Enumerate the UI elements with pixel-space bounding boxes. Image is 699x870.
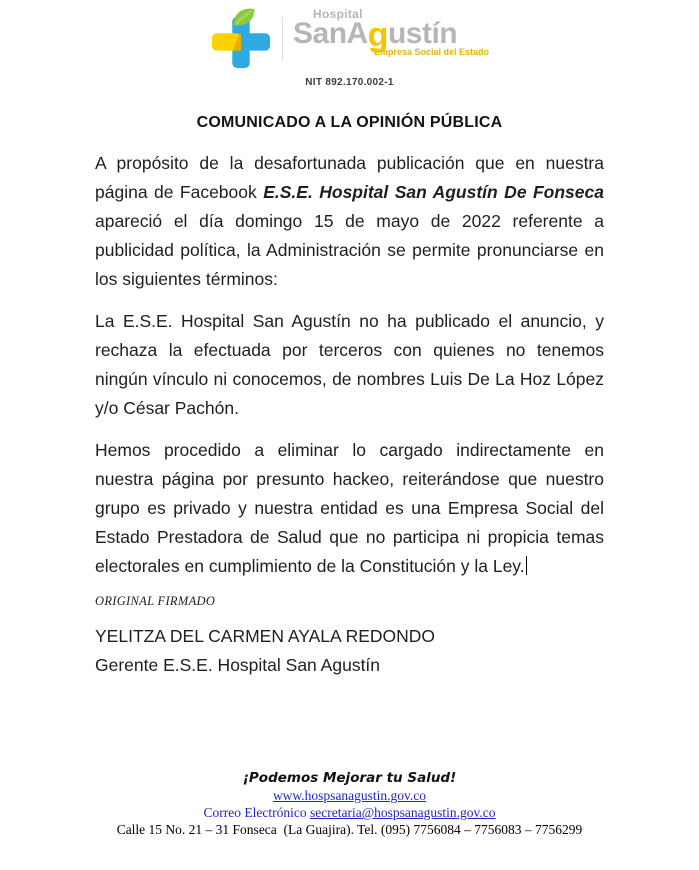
logo-text [293, 8, 489, 57]
logo-brand-g: g [367, 16, 388, 54]
document-title: COMUNICADO A LA OPINIÓN PÚBLICA [196, 114, 503, 131]
paragraph-1: A propósito de la desafortunada publicación que en nuestra página de Facebook E.S.E. Hospital San Agustín De Fonseca apareció el día domingo 15 de mayo de 2022 referente a publicidad política, la Administración se permite pronunciarse en los siguientes términos: [95, 153, 604, 289]
signer-name: YELITZA DEL CARMEN AYALA REDONDO [95, 626, 436, 646]
logo-divider [282, 17, 283, 61]
email-link[interactable]: secretaria@hospsanagustin.gov.co [309, 805, 496, 820]
logo-tagline: Empresa Social del Estado [373, 47, 489, 57]
paragraph-3: Hemos procedido a eliminar lo cargado indirectamente en nuestra página por presunto hackeo, reiterándose que nuestro grupo es privado y nuestra entidad es una Empresa Social del Estado Prestadora de Salud que no participa ni propicia temas electorales en cumplimiento de la Constitución y la Ley. [95, 440, 604, 576]
logo-brand-name: SanAgustín [293, 16, 458, 54]
logo-hospital-label: Hospital [313, 7, 363, 21]
email-label: Correo Electrónico [203, 805, 310, 820]
facebook-page-name: E.S.E. Hospital San Agustín De Fonseca [263, 182, 604, 202]
footer-website-line [0, 787, 699, 804]
document-body [0, 149, 699, 581]
footer-slogan: ¡Podemos Mejorar tu Salud! [242, 770, 457, 786]
document-header [0, 0, 699, 88]
medical-cross-icon [210, 8, 272, 70]
text-caret [526, 556, 528, 575]
original-signed-note: ORIGINAL FIRMADO [95, 594, 216, 608]
paragraph-2: La E.S.E. Hospital San Agustín no ha publicado el anuncio, y rechaza la efectuada por terceros con quienes no tenemos ningún vínculo ni conocemos, de nombres Luis De La Hoz López y/o César Pachón. [95, 311, 604, 418]
website-link[interactable]: www.hospsanagustin.gov.co [272, 788, 427, 803]
signer-role: Gerente E.S.E. Hospital San Agustín [95, 655, 381, 675]
document-footer [0, 770, 699, 838]
footer-address: Calle 15 No. 21 – 31 Fonseca (La Guajira). Tel. (095) 7756084 – 7756083 – 7756299 [116, 822, 583, 837]
footer-email-line [0, 804, 699, 821]
nit-number: NIT 892.170.002-1 [305, 77, 394, 88]
hospital-logo [0, 8, 699, 70]
